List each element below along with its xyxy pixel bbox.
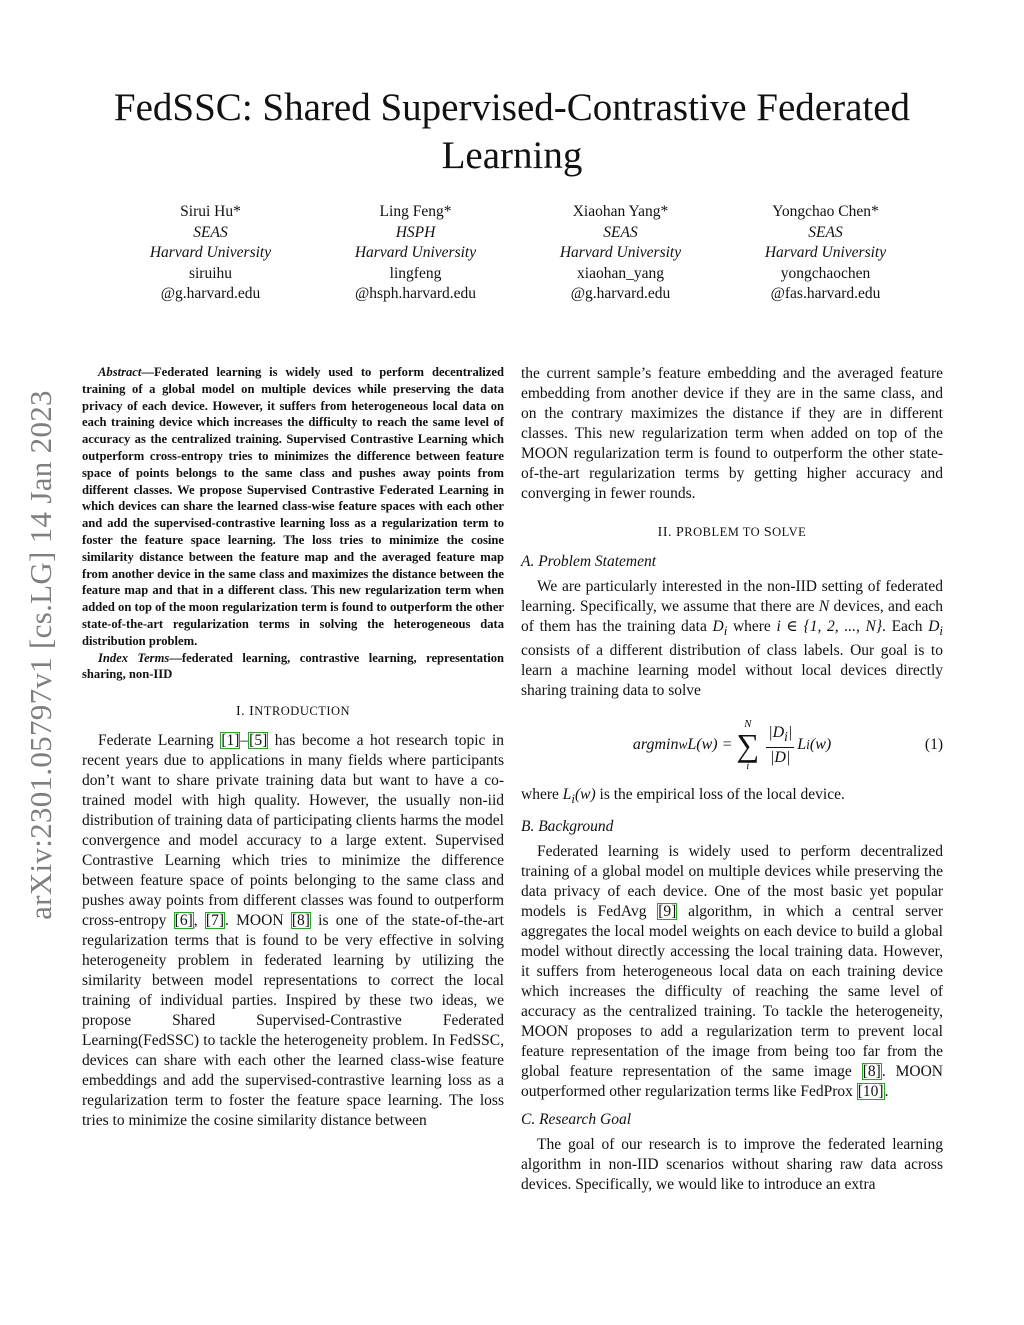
author-dept: SEAS (603, 223, 638, 241)
citation-link[interactable]: [8] (291, 912, 310, 930)
author-email: yongchaochen (780, 264, 871, 282)
author-email-domain: @hsph.harvard.edu (354, 285, 477, 302)
abstract-text: —Federated learning is widely used to perform decentralized training of a global model on multiple devices while preserving the data privacy of each device. However, it suffers from heterogeneous local data on each training device which increases the difficulty to reach the same level of accuracy as the centralized training. Supervised Contrastive Learning which outperform cross-entropy tries to minimizes the difference between feature space of points belongs to the same class and pushes away points from different classes. We propose Supervised Contrastive Federated Learning in which devices can share the learned class-wise feature spaces with each other and add the supervised-contrastive learning loss as a regularization term to foster the feature space learning. The loss tries to minimize the cosine similarity distance between the feature map and the averaged feature map from another device in the same class and maximizes the distance between the feature map and that in a different class. This new regularization term when added on top of the moon regularization term is found to outperform the other state-of-the-art regularization terms in solving the heterogeneous data distribution problem. (82, 365, 504, 648)
subsection-problem-statement: A. Problem Statement (521, 553, 657, 570)
citation-link[interactable]: [6] (174, 912, 193, 930)
index-terms-label: Index Terms (98, 650, 170, 665)
author-block (528, 202, 713, 305)
author-email-domain: @fas.harvard.edu (770, 285, 881, 302)
index-terms (82, 650, 504, 684)
equation-explanation: where $L_i(w)$ is the empirical loss of the local device. (521, 786, 845, 807)
author-email: xiaohan_yang (577, 264, 664, 282)
citation-link[interactable]: [5] (249, 732, 268, 750)
author-org: Harvard University (764, 244, 887, 261)
author-dept: HSPH (395, 223, 436, 241)
section-heading-introduction: I. INTRODUCTION (235, 704, 351, 720)
author-name: Ling Feng* (379, 203, 452, 220)
citation-link[interactable]: [10] (857, 1083, 884, 1101)
abstract (82, 364, 504, 650)
research-goal-paragraph: The goal of our research is to improve the federated learning algorithm in non-IID scenarios without sharing raw data across devices. Specifically, we would like to introduce an extra (521, 1136, 943, 1194)
subsection-research-goal: C. Research Goal (521, 1111, 632, 1129)
intro-paragraph-continued: the current sample’s feature embedding and the averaged feature embedding from another device if they are in the same class, and on the contrary maximizes the distance if they are in different classes. This new regularization term when added on top of the MOON regularization term is found to outperform the other state-of-the-art regularization terms by getting higher accuracy and converging in fewer rounds. (521, 365, 943, 502)
subsection-background: B. Background (521, 818, 614, 836)
right-column (521, 364, 943, 1195)
author-org: Harvard University (149, 244, 272, 261)
section-heading-problem: II. PROBLEM TO SOLVE (657, 525, 807, 540)
abstract-label: Abstract (98, 365, 142, 379)
author-name: Sirui Hu* (180, 203, 241, 220)
citation-link[interactable]: [9] (658, 903, 677, 921)
paper-title: FedSSC: Shared Supervised-Contrastive Federated Learning (113, 86, 911, 177)
equation-number: (1) (924, 736, 943, 754)
author-org: Harvard University (354, 244, 477, 261)
author-email-domain: @g.harvard.edu (160, 285, 261, 302)
author-block (118, 202, 303, 305)
author-name: Yongchao Chen* (772, 203, 879, 220)
author-org: Harvard University (559, 244, 682, 261)
author-email-domain: @g.harvard.edu (570, 285, 671, 302)
index-terms-text: —federated learning, contrastive learning, representation sharing, non-IID (82, 650, 504, 682)
background-paragraph: Federated learning is widely used to perform decentralized training of a global model on multiple devices while preserving the data privacy of each device. One of the most basic yet popular models is FedAvg [9] algorithm, in which a central server aggregates the local model weights on each device to build a global model without directly accessing the local training data. However, it suffers from heterogeneous local data on each training device which increases the difficulty of reaching the same level of accuracy as the centralized training. To tackle the heterogeneity, MOON proposes to add a regularization term to prevent local feature representation of the image from being too far from the global feature representation of the same image [8]. MOON outperformed other regularization terms like FedProx [10]. (521, 843, 943, 1101)
author-name: Xiaohan Yang* (572, 203, 669, 220)
intro-paragraph: Federate Learning [1]–[5] has become a hot research topic in recent years due to applications in many fields where participants don’t want to share private training data but want to have a co-trained model with high quality. However, the usually non-iid distribution of training data of participating clients harms the model convergence and model accuracy to a large extent. Supervised Contrastive Learning which tries to minimize the difference between feature space of points belonging to the same class and pushes away points from different classes was found to outperform cross-entropy [6], [7]. MOON [8] is one of the state-of-the-art regularization terms that is found to be very effective in solving heterogeneity problem in federated learning by utilizing the similarity between model representations to correct the local training of individual parties. Inspired by these two ideas, we propose Shared Supervised-Contrastive Federated Learning(FedSSC) to tackle the heterogeneity problem. In FedSSC, devices can share with each other the learned class-wise feature embeddings and add the supervised-contrastive learning loss as a regularization term to foster the feature space learning. The loss tries to minimize the cosine similarity distance between (82, 732, 504, 1130)
author-dept: SEAS (808, 223, 843, 241)
author-block (323, 202, 508, 305)
citation-link[interactable]: [7] (205, 912, 224, 930)
author-dept: SEAS (193, 223, 228, 241)
equation-1: argmin w L(w) = N ∑ i $\frac{|D_i|}{|D|}$ L i (w) (1) (632, 718, 943, 773)
citation-link[interactable]: [8] (862, 1063, 881, 1081)
left-column (82, 364, 504, 1131)
author-block (733, 202, 918, 305)
arxiv-identifier: arXiv:2301.05797v1 [cs.LG] 14 Jan 2023 (23, 390, 58, 920)
author-email: lingfeng (389, 264, 442, 282)
summation-symbol: N ∑ i (736, 718, 760, 773)
fraction: $\frac{|D_i|}{|D|}$ (768, 723, 793, 766)
author-email: siruihu (188, 264, 233, 282)
author-list (118, 202, 918, 305)
problem-paragraph: We are particularly interested in the non-IID setting of federated learning. Specifically, we assume that there are N devices, and each of them has the training data $D_i$ where i ∈ {1, 2, ..., N}. Each $D_i$ consists of a different distribution of class labels. Our goal is to learn a machine learning model without local devices directly sharing training data to solve (521, 578, 943, 700)
citation-link[interactable]: [1] (221, 732, 240, 750)
